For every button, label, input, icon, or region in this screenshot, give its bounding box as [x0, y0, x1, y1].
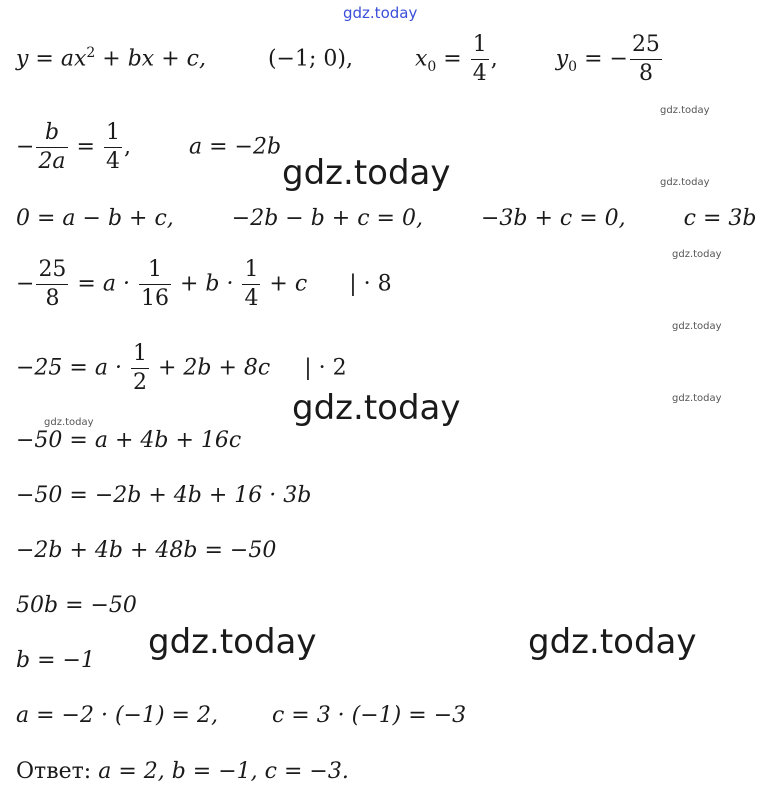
l2-den2: 4	[105, 149, 120, 174]
l11-p2: c = 3 · (−1) = −3	[271, 703, 467, 728]
l4-fraction-3	[242, 259, 260, 310]
l1-y0-den: 8	[638, 61, 653, 86]
l5-num: 1	[131, 343, 149, 369]
watermark-big: gdz.today	[528, 622, 697, 662]
l2-minus: −	[16, 134, 35, 160]
l4-f1-num: 1	[139, 259, 171, 285]
l5-den: 2	[132, 370, 147, 395]
l5-head: −25 = a ·	[16, 355, 129, 381]
l5-fraction	[131, 343, 149, 394]
l4-mid: = a ·	[70, 271, 137, 297]
l4-f2-den: 4	[244, 286, 259, 311]
l2-num: b	[36, 122, 67, 148]
l1-x0-eq: =	[436, 46, 469, 72]
l1-y0-sub: 0	[568, 58, 578, 75]
l1-x0-num: 1	[471, 34, 489, 60]
l4-f2-num: 1	[242, 259, 260, 285]
line-3	[16, 206, 756, 231]
line-6: −50 = a + 4b + 16c	[16, 428, 242, 453]
l4-fraction-2	[139, 259, 171, 310]
line-7: −50 = −2b + 4b + 16 · 3b	[16, 483, 312, 508]
line-8: −2b + 4b + 48b = −50	[16, 538, 277, 563]
l3-p3: −3b + c = 0,	[480, 206, 626, 231]
answer-line	[16, 759, 349, 784]
l5-mult: | · 2	[304, 355, 347, 381]
watermark-small: gdz.today	[660, 105, 710, 116]
l1-x0-tail: ,	[490, 46, 498, 72]
l2-fraction-2	[104, 122, 122, 173]
watermark-top: gdz.today	[343, 4, 418, 22]
l1-rest: + bx + c,	[95, 46, 206, 72]
l3-p1: 0 = a − b + c,	[16, 206, 174, 231]
watermark-big: gdz.today	[282, 153, 451, 193]
l4-tail: + c	[262, 271, 308, 297]
l1-y0-num: 25	[630, 34, 662, 60]
l1-y0-fraction	[630, 34, 662, 85]
line-2	[16, 122, 281, 173]
l3-p2: −2b − b + c = 0,	[231, 206, 423, 231]
l1-sq: 2	[86, 45, 96, 62]
watermark-small: gdz.today	[672, 393, 722, 404]
l2-a-eq: a = −2b	[188, 134, 282, 160]
answer-value: a = 2, b = −1, c = −3.	[98, 759, 349, 784]
line-9: 50b = −50	[16, 593, 137, 618]
answer-label: Ответ:	[16, 759, 99, 784]
watermark-big: gdz.today	[148, 622, 317, 662]
line-11	[16, 703, 466, 728]
l1-x0-fraction	[471, 34, 489, 85]
l1-x0-sub: 0	[427, 58, 437, 75]
l4-fraction	[36, 259, 68, 310]
l4-mid2: + b ·	[172, 271, 241, 297]
l2-tail: ,	[123, 134, 131, 160]
watermark-small: gdz.today	[44, 417, 94, 428]
l4-f1-den: 16	[140, 286, 169, 311]
l5-tail: + 2b + 8c	[150, 355, 271, 381]
watermark-small: gdz.today	[672, 249, 722, 260]
l2-eq: =	[69, 134, 102, 160]
l11-p1: a = −2 · (−1) = 2,	[16, 703, 218, 728]
l1-y0-eq: = −	[577, 46, 628, 72]
l3-p4: c = 3b	[683, 206, 757, 231]
l2-den: 2a	[38, 149, 66, 174]
watermark-big: gdz.today	[292, 388, 461, 428]
l4-num: 25	[36, 259, 68, 285]
l2-num2: 1	[104, 122, 122, 148]
l4-minus: −	[16, 271, 35, 297]
watermark-small: gdz.today	[660, 177, 710, 188]
line-5	[16, 343, 347, 394]
l2-fraction	[36, 122, 67, 173]
line-1	[16, 34, 664, 85]
l1-x0-label: x	[414, 46, 428, 72]
l4-mult: | · 8	[349, 271, 392, 297]
watermark-small: gdz.today	[672, 321, 722, 332]
l1-y0-label: y	[555, 46, 569, 72]
line-10: b = −1	[16, 648, 95, 673]
line-4	[16, 259, 392, 310]
l1-point: (−1; 0),	[267, 46, 353, 72]
l1-x0-den: 4	[472, 61, 487, 86]
l1-y-eq: y = ax	[16, 46, 87, 72]
l4-den: 8	[45, 286, 60, 311]
